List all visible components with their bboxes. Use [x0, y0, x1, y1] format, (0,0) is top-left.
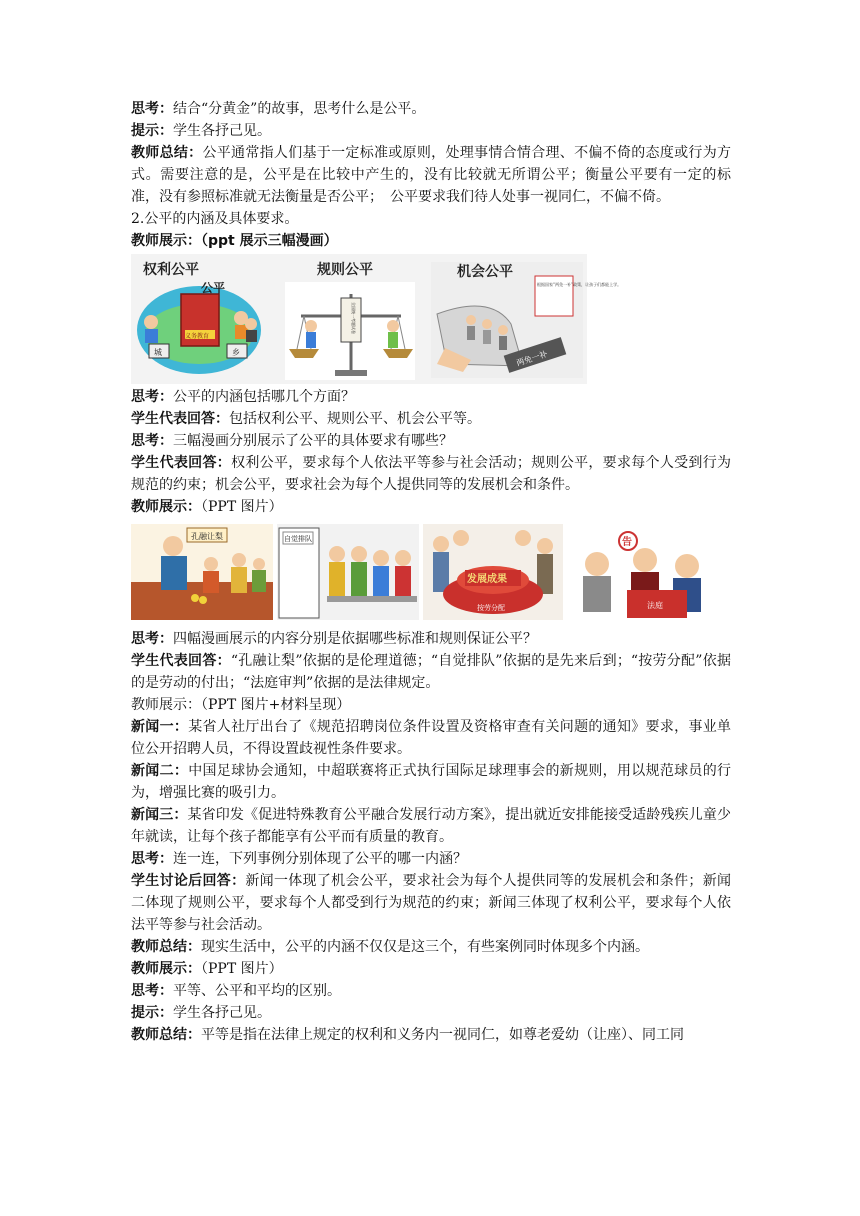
cartoon-label: 公平 [201, 281, 226, 295]
cartoon-label: 两免一补 [515, 349, 549, 368]
cartoon-label: 发展成果 [467, 574, 507, 585]
section-discussion-1 [131, 386, 731, 518]
paragraph-label: 思考 [131, 983, 159, 999]
cartoon-label: 根据国家“两免一补”政策，让孩子们都能上学。 [537, 282, 622, 287]
news-item: 新闻一：某省人社厅出台了《规范招聘岗位条件设置及资格审查有关问题的通知》要求，事业单位公开招聘人员，不得设置歧视性条件要求。 [131, 719, 732, 757]
paragraph: 思考：结合“分黄金”的故事，思考什么是公平。 [131, 101, 426, 117]
cartoon-rules-fairness [285, 282, 415, 380]
cartoon-image [131, 254, 622, 384]
cartoon-label: 告 [622, 537, 632, 548]
document-body [131, 98, 731, 1046]
cartoon-rights-fairness [137, 286, 261, 374]
paragraph: 思考：三幅漫画分别展示了公平的具体要求有哪些？ [131, 433, 453, 449]
cartoon-label: 乡 [232, 348, 240, 357]
section-discussion-2 [131, 628, 731, 1046]
paragraph-label: 学生代表回答 [131, 411, 215, 427]
paragraph: 学生代表回答：包括权利公平、规则公平、机会公平等。 [131, 411, 481, 427]
paragraph: 教师总结：平等是指在法律上规定的权利和义务内一视同仁，如尊老爱幼（让座）、同工同 [131, 1027, 684, 1043]
paragraph: 思考：四幅漫画展示的内容分别是依据哪些标准和规则保证公平？ [131, 631, 537, 647]
paragraph: 教师展示：（ppt 展示三幅漫画） [131, 233, 338, 249]
paragraph-label: 学生讨论后回答 [131, 873, 232, 889]
paragraph-label: 教师总结 [131, 939, 187, 955]
paragraph: 思考：公平的内涵包括哪几个方面？ [131, 389, 355, 405]
cartoon-strip-fairness-types [131, 254, 622, 384]
cartoon-label: 法庭 [647, 601, 663, 610]
paragraph-label: 学生代表回答 [131, 455, 217, 471]
paragraph-label: 思考 [131, 631, 159, 647]
paragraph: 教师展示：（PPT 图片） [131, 961, 283, 977]
cartoon-court-trial [567, 524, 711, 620]
news-item: 新闻三：某省印发《促进特殊教育公平融合发展行动方案》，提出就近安排能接受适龄残疾儿童少年就读，让每个孩子都能享有公平而有质量的教育。 [131, 807, 732, 845]
paragraph: 思考：连一连，下列事例分别体现了公平的哪一内涵？ [131, 851, 467, 867]
paragraph-label: 教师总结 [131, 145, 189, 161]
cartoon-label: 按劳分配 [477, 604, 505, 612]
paragraph-label: 教师展示 [131, 233, 187, 249]
paragraph-label: 思考 [131, 101, 159, 117]
paragraph-label: 学生代表回答 [131, 653, 217, 669]
paragraph: 教师展示：（PPT 图片+材料呈现） [131, 697, 351, 713]
paragraph-label: 提示 [131, 1005, 159, 1021]
paragraph: 提示：学生各抒己见。 [131, 123, 271, 139]
news-item: 新闻二：中国足球协会通知，中超联赛将正式执行国际足球理事会的新规则，用以规范球员的行为，增强比赛的吸引力。 [131, 763, 732, 801]
paragraph: 教师展示：（PPT 图片） [131, 499, 283, 515]
cartoon-title: 权利公平 [143, 262, 199, 278]
paragraph: 思考：平等、公平和平均的区别。 [131, 983, 341, 999]
cartoon-strip-fairness-rules [131, 524, 711, 620]
paragraph: 学生代表回答：“孔融让梨”依据的是伦理道德；“自觉排队”依据的是先来后到；“按劳分配”依据的是劳动的付出；“法庭审判”依据的是法律规定。 [131, 653, 731, 691]
section-heading: 2.公平的内涵及具体要求。 [131, 211, 299, 227]
paragraph-label: 思考 [131, 389, 159, 405]
cartoon-image [131, 524, 711, 620]
cartoon-title: 机会公平 [457, 264, 513, 280]
paragraph-label: 新闻二 [131, 763, 174, 779]
paragraph-label: 教师展示 [131, 499, 187, 515]
paragraph-label: 思考 [131, 433, 159, 449]
paragraph-label: 教师展示 [131, 961, 187, 977]
cartoon-label: 全国统一考题试卷 [351, 302, 356, 334]
paragraph-label: 教师总结 [131, 1027, 187, 1043]
paragraph: 提示：学生各抒己见。 [131, 1005, 271, 1021]
paragraph-label: 思考 [131, 851, 159, 867]
paragraph: 教师总结：现实生活中，公平的内涵不仅仅是这三个，有些案例同时体现多个内涵。 [131, 939, 649, 955]
paragraph: 学生讨论后回答：新闻一体现了机会公平，要求社会为每个人提供同等的发展机会和条件；新闻二体现了规则公平，要求每个人都受到行为规范的约束；新闻三体现了权利公平，要求每个人依法平等参与社会活动。 [131, 873, 732, 933]
cartoon-label: 自觉排队 [284, 535, 312, 543]
paragraph-label: 新闻一 [131, 719, 174, 735]
cartoon-label: 城 [154, 348, 162, 357]
cartoon-title: 规则公平 [317, 262, 373, 278]
paragraph: 学生代表回答：权利公平，要求每个人依法平等参与社会活动；规则公平，要求每个人受到行为规范的约束；机会公平，要求社会为每个人提供同等的发展机会和条件。 [131, 455, 732, 493]
paragraph: 教师总结：公平通常指人们基于一定标准或原则，处理事情合情合理、不偏不倚的态度或行为方式。需要注意的是，公平是在比较中产生的，没有比较就无所谓公平；衡量公平要有一定的标准，没有参照标准就无法衡量是否公平； 公平要求我们待人处事一视同仁，不偏不倚。 [131, 145, 732, 205]
cartoon-label: 义务教育 [185, 333, 210, 340]
paragraph-label: 新闻三 [131, 807, 174, 823]
cartoon-label: 孔融让梨 [191, 532, 223, 541]
section-intro [131, 98, 731, 252]
paragraph-label: 提示 [131, 123, 159, 139]
